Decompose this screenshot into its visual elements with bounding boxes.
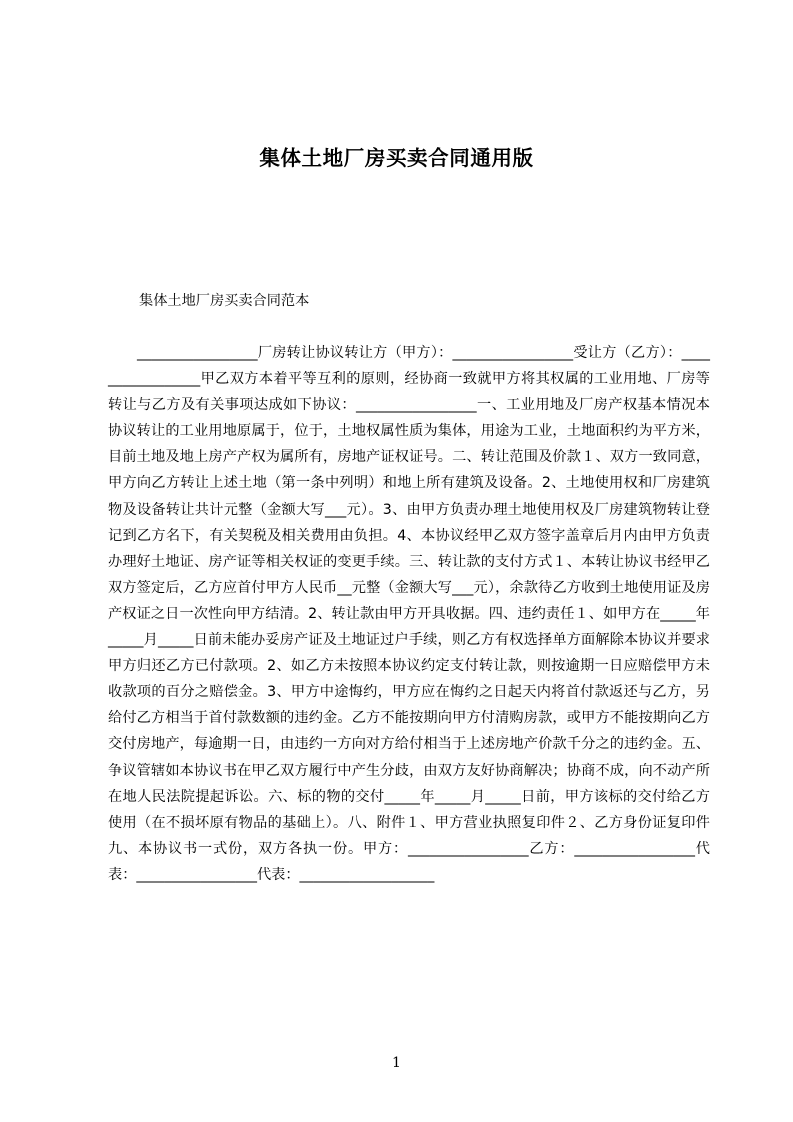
document-subtitle: 集体土地厂房买卖合同范本 <box>139 293 310 309</box>
page-number: 1 <box>392 1055 401 1071</box>
document-title: 集体土地厂房买卖合同通用版 <box>259 146 534 170</box>
contract-body-paragraph: _________________厂房转让协议转让方（甲方）：_________________受让方（乙方）：_________________甲乙双方本着平等互利的原则，经协商一致就甲方将其权属的工业用地、厂房等转让与乙方及有关事项达成如下协议：_________________一、工业用地及厂房产权基本情况本协议转让的工业用地原属于，位于，土地权属性质为集体，用途为工业，土地面积约为平方米，目前土地及地上房产产权为属所有，房地产证权证号。二、转让范围及价款１、双方一致同意，甲方向乙方转让上述土地（第一条中列明）和地上所有建筑及设备。2、土地使用权和厂房建筑物及设备转让共计元整（金额大写___元）。3、由甲方负责办理土地使用权及厂房建筑物转让登记到乙方名下，有关契税及相关费用由负担。4、本协议经甲乙双方签字盖章后月内由甲方负责办理好土地证、房产证等相关权证的变更手续。三、转让款的支付方式１、本转让协议书经甲乙双方签定后，乙方应首付甲方人民币__元整（金额大写___元），余款待乙方收到土地使用证及房产权证之日一次性向甲方结清。2、转让款由甲方开具收据。四、违约责任１、如甲方在_____年_____月_____日前未能办妥房产证及土地证过户手续，则乙方有权选择单方面解除本协议并要求甲方归还乙方已付款项。2、如乙方未按照本协议约定支付转让款，则按逾期一日应赔偿甲方未收款项的百分之赔偿金。3、甲方中途悔约，甲方应在悔约之日起天内将首付款返还与乙方，另给付乙方相当于首付款数额的违约金。乙方不能按期向甲方付清购房款，或甲方不能按期向乙方交付房地产，每逾期一日，由违约一方向对方给付相当于上述房地产价款千分之的违约金。五、争议管辖如本协议书在甲乙双方履行中产生分歧，由双方友好协商解决；协商不成，向不动产所在地人民法院提起诉讼。六、标的物的交付_____年_____月_____日前，甲方该标的交付给乙方使用（在不损坏原有物品的基础上）。八、附件１、甲方营业执照复印件２、乙方身份证复印件九、本协议书一式份，双方各执一份。甲方：_________________乙方：_________________代表：_________________代表：___________________ <box>108 345 710 883</box>
